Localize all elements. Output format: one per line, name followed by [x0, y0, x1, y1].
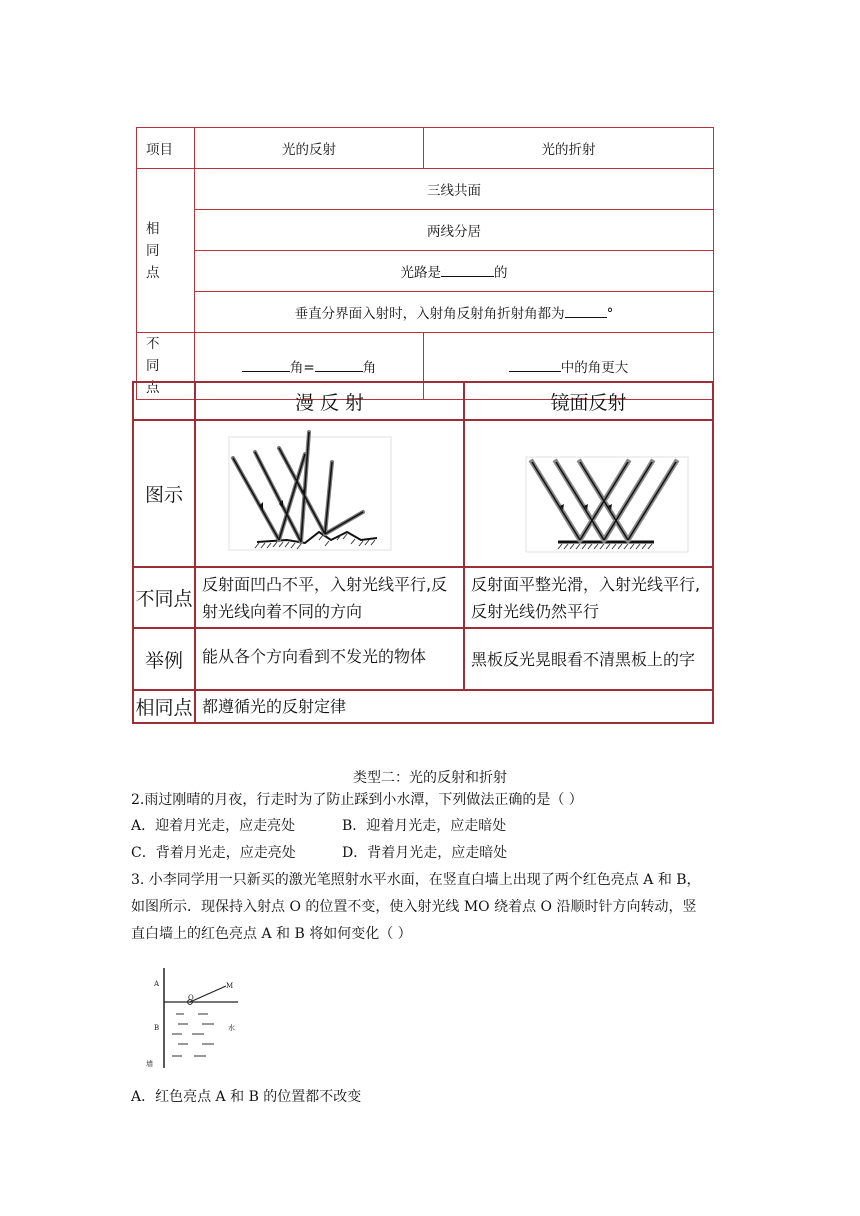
label-o: O	[188, 994, 194, 1002]
fill-blank	[315, 357, 363, 372]
header-reflection: 光的反射	[195, 128, 424, 169]
diff-label: 不同点	[137, 333, 195, 400]
fill-blank	[565, 303, 607, 318]
same-row-1: 三线共面	[195, 169, 714, 210]
label-b: B	[154, 1024, 160, 1032]
row-diff-label: 不同点	[133, 567, 195, 628]
fill-blank	[441, 262, 494, 277]
diff-diffuse: 反射面凹凸不平，入射光线平行,反射光线向着不同的方向	[195, 567, 464, 628]
comparison-table-reflection-refraction	[136, 127, 714, 400]
diffuse-figure-cell	[195, 420, 464, 567]
diff-refraction-text: 中的角更大	[560, 360, 629, 376]
diff-reflection-a: 角=	[289, 360, 315, 376]
q3-line-2: 如图所示．现保持入射点 O 的位置不变，使入射光线 MO 绕着点 O 沿顺时针方向转动，竖	[131, 899, 697, 915]
comparison-table-diffuse-mirror	[132, 381, 714, 724]
label-wall: 墙	[146, 1060, 153, 1068]
same-text: 都遵循光的反射定律	[195, 690, 713, 723]
same-row-3-text: 光路是	[400, 265, 441, 281]
section-title: 类型二：光的反射和折射	[353, 770, 507, 786]
q2-stem: 2.雨过刚晴的月夜，行走时为了防止踩到小水潭，下列做法正确的是（ ）	[131, 792, 583, 808]
mirror-reflection-diagram	[466, 422, 711, 565]
label-a: A	[154, 980, 160, 988]
q2-option-d: D．背着月光走，应走暗处	[342, 845, 508, 861]
same-row-4-text: 垂直分界面入射时，入射角反射角折射角都为	[294, 306, 565, 322]
q2-option-a: A．迎着月光走，应走亮处	[131, 818, 296, 834]
example-diffuse: 能从各个方向看到不发光的物体	[195, 628, 464, 690]
fill-blank	[242, 357, 290, 372]
diff-reflection-b: 角	[362, 360, 377, 376]
q3-line-3: 直白墙上的红色亮点 A 和 B 将如何变化（ ）	[131, 926, 412, 942]
diffuse-reflection-diagram	[197, 422, 462, 565]
mirror-figure-cell	[464, 420, 713, 567]
row-example-label: 举例	[133, 628, 195, 690]
label-water: 水	[228, 1024, 235, 1032]
q2-option-b: B．迎着月光走，应走暗处	[342, 818, 507, 834]
label-m: M	[226, 982, 234, 990]
q2-option-c: C．背着月光走，应走亮处	[131, 845, 296, 861]
same-row-2: 两线分居	[195, 210, 714, 251]
header-diffuse: 漫 反 射	[195, 382, 464, 420]
header-mirror: 镜面反射	[464, 382, 713, 420]
example-mirror: 黑板反光晃眼看不清黑板上的字	[464, 628, 713, 690]
fill-blank	[509, 357, 561, 372]
corner-cell	[133, 382, 195, 420]
q3-option-a: A．红色亮点 A 和 B 的位置都不改变	[131, 1089, 362, 1105]
same-row-3	[195, 251, 714, 292]
row-same-label: 相同点	[133, 690, 195, 723]
diff-mirror: 反射面平整光滑，入射光线平行,反射光线仍然平行	[464, 567, 713, 628]
header-item: 项目	[137, 128, 195, 169]
same-row-4-suffix: °	[606, 306, 614, 322]
q3-laser-diagram	[138, 964, 258, 1074]
header-refraction: 光的折射	[424, 128, 714, 169]
same-label: 相同点	[137, 169, 195, 333]
row-figure-label: 图示	[133, 420, 195, 567]
q3-line-1: 3. 小李同学用一只新买的激光笔照射水平水面，在竖直白墙上出现了两个红色亮点 A 和 B，	[131, 872, 701, 888]
same-row-4	[195, 292, 714, 333]
same-row-3-suffix: 的	[494, 265, 508, 281]
